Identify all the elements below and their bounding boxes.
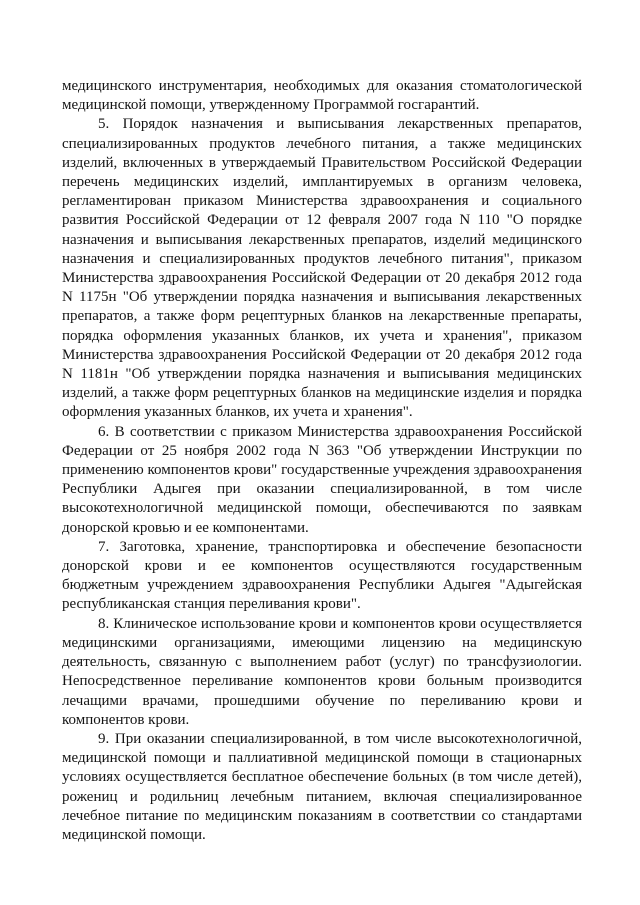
paragraph-5: 5. Порядок назначения и выписывания лекарственных препаратов, специализированных продуктов лечебного питания, а также медицинских изделий, включенных в утверждаемый Правительством Российской Федерации перечень медицинских изделий, имплантируемых в организм человека, регламентирован приказом Министерства здравоохранения и социального развития Российской Федерации от 12 февраля 2007 года N 110 "О порядке назначения и выписывания лекарственных препаратов, изделий медицинского назначения и специализированных продуктов лечебного питания", приказом Министерства здравоохранения Российской Федерации от 20 декабря 2012 года N 1175н "Об утверждении порядка назначения и выписывания лекарственных препаратов, а также форм рецептурных бланков на лекарственные препараты, порядка оформления указанных бланков, их учета и хранения", приказом Министерства здравоохранения Российской Федерации от 20 декабря 2012 года N 1181н "Об утверждении порядка назначения и выписывания медицинских изделий, а также форм рецептурных бланков на медицинские изделия и порядка оформления указанных бланков, их учета и хранения".: [62, 116, 582, 421]
paragraph-8: 8. Клиническое использование крови и компонентов крови осуществляется медицинскими организациями, имеющими лицензию на медицинскую деятельность, связанную с выполнением работ (услуг) по трансфузиологии. Непосредственное переливание компонентов крови больным производится лечащими врачами, прошедшими обучение по переливанию крови и компонентов крови.: [62, 615, 582, 728]
paragraph-9: 9. При оказании специализированной, в том числе высокотехнологичной, медицинской помощи и паллиативной медицинской помощи в стационарных условиях осуществляется бесплатное обеспечение больных (в том числе детей), рожениц и родильниц лечебным питанием, включая специализированное лечебное питание по медицинским показаниям в соответствии со стандартами медицинской помощи.: [62, 730, 582, 843]
paragraph-7: 7. Заготовка, хранение, транспортировка и обеспечение безопасности донорской крови и ее компонентов осуществляются государственным бюджетным учреждением здравоохранения Республики Адыгея "Адыгейская республиканская станция переливания крови".: [62, 538, 582, 613]
document-body: [62, 77, 582, 845]
paragraph-6: 6. В соответствии с приказом Министерства здравоохранения Российской Федерации от 25 ноября 2002 года N 363 "Об утверждении Инструкции по применению компонентов крови" государственные учреждения здравоохранения Республики Адыгея при оказании специализированной, в том числе высокотехнологичной медицинской помощи, обеспечиваются по заявкам донорской кровью и ее компонентами.: [62, 423, 582, 536]
paragraph-continuation: медицинского инструментария, необходимых для оказания стоматологической медицинской помощи, утвержденному Программой госгарантий.: [62, 78, 582, 114]
